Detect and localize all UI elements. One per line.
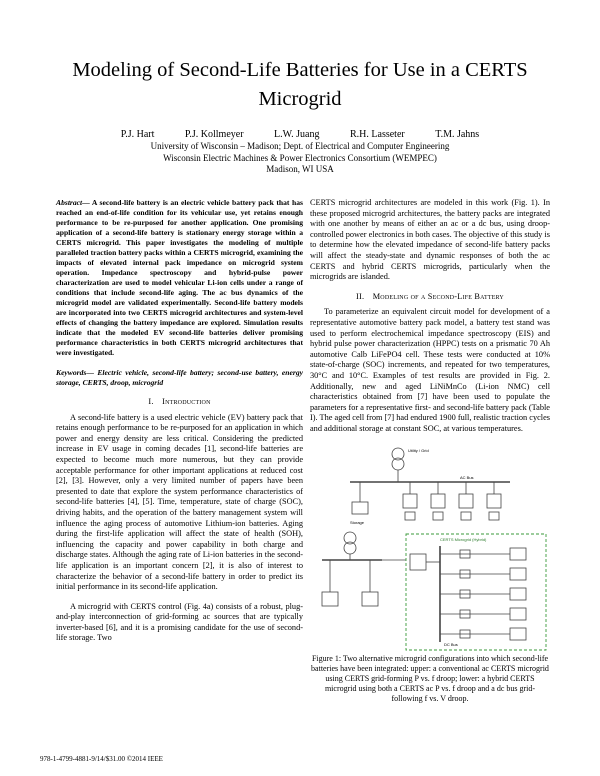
label-hybrid: CERTS Microgrid (Hybrid) [440, 537, 487, 543]
label-utility: Utility / Grid [408, 448, 429, 454]
abstract-text: — A second-life battery is an electric vehicle battery pack that has reached an end-of-life condition for its vehicular use, yet retains enough performance to be re-purposed for another application. One promising application of a second-life battery is stationary energy storage within a CERTS microgrid. This paper investigates the modeling of multiple paralleled traction battery packs within a CERTS microgrid, examining the impacts of elevated internal pack impedance on microgrid system operation. Impedance spectroscopy and hybrid-pulse power characterization are used to model vehicular Li-ion cells under a range of conditions that include second-life aging. The ac bus dynamics of the microgrid model are validated experimentally. Second-life battery models are incorporated into two CERTS microgrid architectures and system-level effects of changing the battery impedance are explored. Simulation results indicate that the modeled EV second-life batteries deliver promising performance characteristics in both CERTS microgrid architectures that were investigated. [56, 198, 303, 357]
left-column [56, 198, 303, 644]
keywords [56, 368, 303, 388]
keywords-text: — Electric vehicle, second-life battery; second-use battery, energy storage, CERTS, droop, microgrid [56, 368, 303, 387]
label-storage: Storage [350, 520, 365, 526]
keywords-label: Keywords [56, 368, 87, 377]
section-heading: I. Introduction [148, 397, 211, 406]
affiliation-line: Madison, WI USA [266, 164, 334, 174]
author: P.J. Kollmeyer [184, 129, 244, 140]
label-ac-bus: AC Bus [460, 475, 474, 481]
paper-title: Modeling of Second-Life Batteries for Use in a CERTS Microgrid [72, 59, 528, 110]
paragraph: A second-life battery is a used electric vehicle (EV) battery pack that retains enough performance to be re-purposed for an application in which power and energy density are less critical. Considering the predicted increase in EV usage in coming decades [1], second-life batteries are expected to become much more numerous, but they can provide acceptable performance for other important applications at reduced cost [2], [3]. However, only a very limited number of papers have been presented to date that explore the system performance characteristics of second-life batteries [4], [5]. Time, temperature, state of charge (SOC), driving habits, and the operation of the battery management system will influence the aging process of automotive Lithium-ion batteries. Aging during the first-life application will affect the state of health (SOH), influencing the capacity and power capability in both charge and discharge states. Although the aging rate of Li-ion batteries in the second-life application is an important concern [2], it is also of interest to characterize the behavior of a second-life battery in order to predict its initial performance in its second-life application. [56, 412, 303, 592]
affiliation [0, 141, 600, 176]
abstract [56, 198, 303, 358]
microgrid-diagram [310, 442, 550, 654]
author: P.J. Hart [120, 129, 155, 140]
author: R.H. Lasseter [350, 129, 405, 140]
abstract-label: Abstract [56, 198, 83, 207]
paragraph: To parameterize an equivalent circuit model for development of a representative automotive battery pack model, a battery test stand was used to perform electrochemical impedance spectroscopy (EIS) and hybrid pulse power characterization (HPPC) tests on a prismatic 70 Ah automotive Calb LiFePO4 cell. These tests were conducted at 10% state-of-charge (SOC) increments, and repeated for two temperatures, 30°C and 10°C. Examples of test results are provided in Fig. 2. Additionally, new and aged LiNiMnCo (Li-ion NMC) cell characteristics obtained from [7] have been used to populate the parameters for a representative first- and second-life battery pack (Table I). The aged cell from [7] had endured 1900 full, realistic traction cycles and additional storage at constant SOC, at various temperatures. [310, 307, 550, 433]
paragraph: A microgrid with CERTS control (Fig. 4a) consists of a robust, plug-and-play interconnection of grid-forming ac sources that are typically inverter-based [6], and it is a promising candidate for the use of second-life storage. Two [56, 601, 303, 643]
paragraph: CERTS microgrid architectures are modeled in this work (Fig. 1). In these proposed microgrid architectures, the battery packs are integrated with one another by means of either an ac or a dc bus, using droop-controlled power electronics in both cases. The objective of this study is to determine how the elevated impedance of second-life battery packs will affect the steady-state and dynamic responses of both the ac CERTS and hybrid CERTS microgrids, particularly when the microgrids are islanded. [310, 198, 550, 282]
author: T.M. Jahns [435, 129, 480, 140]
figure-1 [310, 442, 550, 654]
affiliation-line: University of Wisconsin – Madison; Dept. of Electrical and Computer Engineering [150, 141, 450, 151]
author: L.W. Juang [274, 129, 320, 140]
label-dc-bus: DC Bus [444, 642, 458, 648]
affiliation-line: Wisconsin Electric Machines & Power Electronics Consortium (WEMPEC) [163, 152, 437, 163]
author-list [0, 129, 600, 140]
copyright-footer: 978-1-4799-4881-9/14/$31.00 ©2014 IEEE [40, 755, 163, 763]
right-column [310, 198, 550, 704]
hybrid-boundary [406, 534, 546, 650]
figure-caption: Figure 1: Two alternative microgrid configurations into which second-life batteries have been integrated: upper: a conventional ac CERTS microgrid using CERTS grid-forming P vs. f droop; lower: a hybrid CERTS microgrid using both a CERTS ac P vs. f droop and a dc bus grid-following f vs. V droop. [311, 654, 549, 704]
section-heading: II. Modeling of a Second-Life Battery [356, 291, 504, 301]
